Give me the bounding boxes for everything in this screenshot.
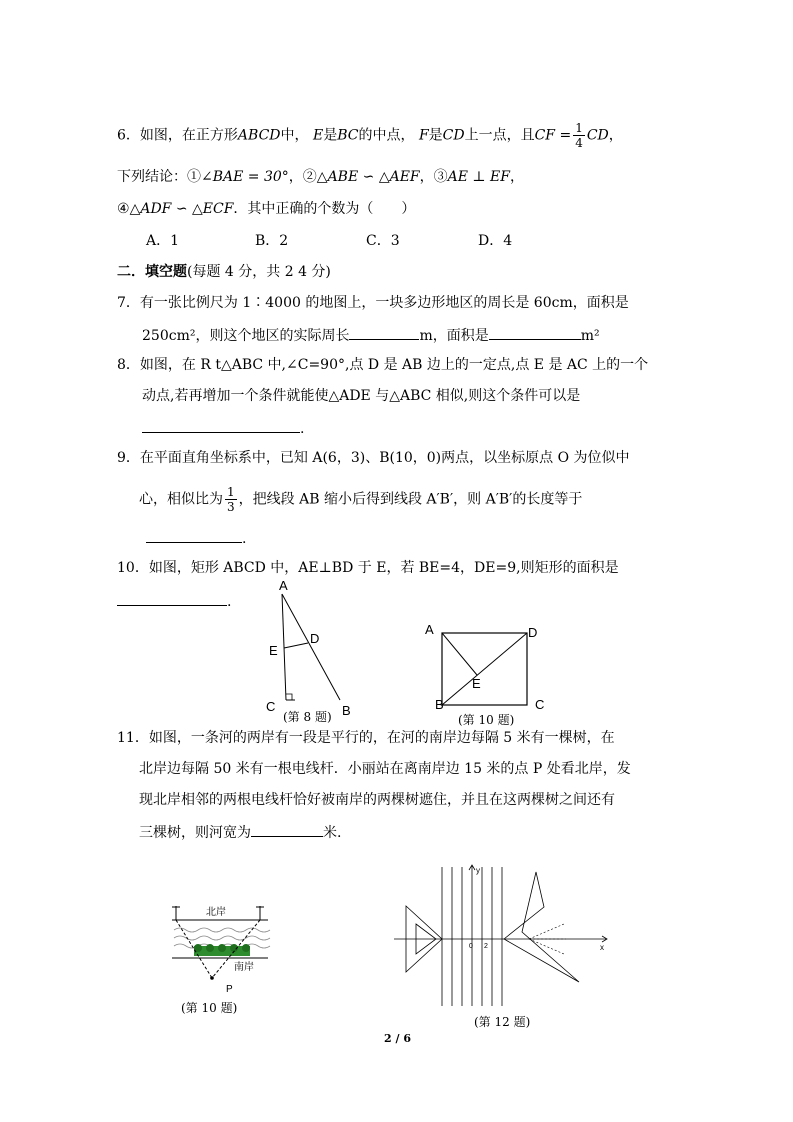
q9-line2: 心，相似比为 $\frac{1}{3}$ ，把线段 AB 缩小后得到线段 A′B′，则 A′B′的长度等于 xyxy=(139,485,583,514)
fig11-point-p xyxy=(210,976,214,980)
q11-line4: 三棵树，则河宽为 米. xyxy=(139,822,341,842)
q11-line3: 现北岸相邻的两根电线杆恰好被南岸的两棵树遮住，并且在这两棵树之间还有 xyxy=(139,792,615,808)
fig11-caption: (第 10 题) xyxy=(181,1001,238,1015)
fig11-wave-2 xyxy=(174,936,270,940)
q9-line1: 9．在平面直角坐标系中，已知 A(6，3)、B(10，0)两点，以坐标原点 O 为位似中 xyxy=(117,450,630,466)
fig12-label-x: x xyxy=(600,943,604,952)
q6-option-b: B．2 xyxy=(255,233,289,249)
fig10-segment-ae xyxy=(442,633,477,675)
q10-line2: . xyxy=(117,591,231,611)
figure-12-coordinate-plane xyxy=(394,862,614,1012)
q6-option-c: C．3 xyxy=(366,233,400,249)
q11-line2: 北岸边每隔 50 米有一根电线杆．小丽站在离南岸边 15 米的点 P 处看北岸，发 xyxy=(139,761,631,777)
q9-fraction: $\frac{1}{3}$ xyxy=(227,485,235,514)
fig12-caption: (第 12 题) xyxy=(474,1015,531,1029)
q8-line1: 8．如图，在 R t△ABC 中,∠C=90°,点 D 是 AB 边上的一定点,点 E 是 AC 上的一个 xyxy=(117,357,649,373)
q6-line3: ④△ADF ∽ △ECF．其中正确的个数为（ ） xyxy=(117,201,416,217)
fig11-label-north: 北岸 xyxy=(206,907,226,918)
fig8-label-b: B xyxy=(342,703,351,718)
fig10-label-d: D xyxy=(528,625,538,640)
q6-option-d: D．4 xyxy=(478,233,513,249)
fig11-wave-1 xyxy=(174,928,270,932)
page-number: 2 / 6 xyxy=(384,1032,411,1045)
q8-line2: 动点,若再增加一个条件就能使△ADE 与△ABC 相似,则这个条件可以是 xyxy=(142,388,581,404)
fig8-caption: (第 8 题) xyxy=(283,710,332,724)
fig8-label-d: D xyxy=(310,631,320,646)
q6-abcd: ABCD xyxy=(237,127,281,144)
q7-blank-area[interactable] xyxy=(489,325,581,340)
fig8-segment-de xyxy=(284,643,308,648)
fig12-label-y: y xyxy=(476,866,480,875)
fig12-label-two: 2 xyxy=(484,943,488,950)
fig10-diagonal-bd xyxy=(442,633,527,705)
fig10-caption: (第 10 题) xyxy=(458,713,515,727)
fig10-label-a: A xyxy=(425,622,434,637)
q6-line1: 6．如图，在正方形ABCD中， E是BC的中点， F是CD上一点，且CF = $\frac{1}{4}$ CD， xyxy=(117,121,623,150)
q10-blank[interactable] xyxy=(117,591,227,606)
fig10-label-c: C xyxy=(535,697,545,712)
q11-line1: 11．如图，一条河的两岸有一段是平行的，在河的南岸边每隔 5 米有一棵树，在 xyxy=(117,730,615,746)
q6-fraction: $\frac{1}{4}$ xyxy=(575,121,583,150)
q6-line2: 下列结论：①∠BAE = 30°，②△ABE ∽ △AEF，③AE ⊥ EF， xyxy=(117,169,524,185)
fig10-label-e: E xyxy=(472,676,481,691)
figure-8 xyxy=(255,574,365,724)
fig8-label-a: A xyxy=(279,578,288,593)
fig11-label-p: P xyxy=(226,984,233,992)
q8-blank[interactable] xyxy=(142,418,300,433)
fig12-label-origin: 0 xyxy=(469,943,473,950)
q7-line2: 250cm²，则这个地区的实际周长 m，面积是 m² xyxy=(142,325,600,345)
q10-line1: 10．如图，矩形 ABCD 中，AE⊥BD 于 E，若 BE=4，DE=9,则矩形的面积是 xyxy=(117,560,619,576)
fig12-right-arrow xyxy=(504,872,579,982)
q11-blank[interactable] xyxy=(251,822,323,837)
q7-line1: 7．有一张比例尺为 1∶4000 的地图上，一块多边形地区的周长是 60cm，面积是 xyxy=(117,295,629,311)
figure-10-rectangle xyxy=(420,616,560,716)
fig11-trees xyxy=(194,944,250,956)
fig8-label-c: C xyxy=(266,699,276,714)
q6-option-a: A．1 xyxy=(146,233,180,249)
q9-line3: . xyxy=(146,528,246,548)
fig11-label-south: 南岸 xyxy=(234,962,254,973)
fig10-label-b: B xyxy=(435,697,444,712)
section-heading: 二．填空题(每题 4 分，共 2 4 分) xyxy=(117,264,331,280)
q8-line3: . xyxy=(142,418,304,438)
figure-11-river xyxy=(168,900,278,992)
q9-blank[interactable] xyxy=(146,528,242,543)
fig8-right-angle xyxy=(286,694,292,700)
q7-blank-perimeter[interactable] xyxy=(349,325,419,340)
fig8-side-ac xyxy=(282,594,286,700)
fig8-label-e: E xyxy=(269,643,278,658)
